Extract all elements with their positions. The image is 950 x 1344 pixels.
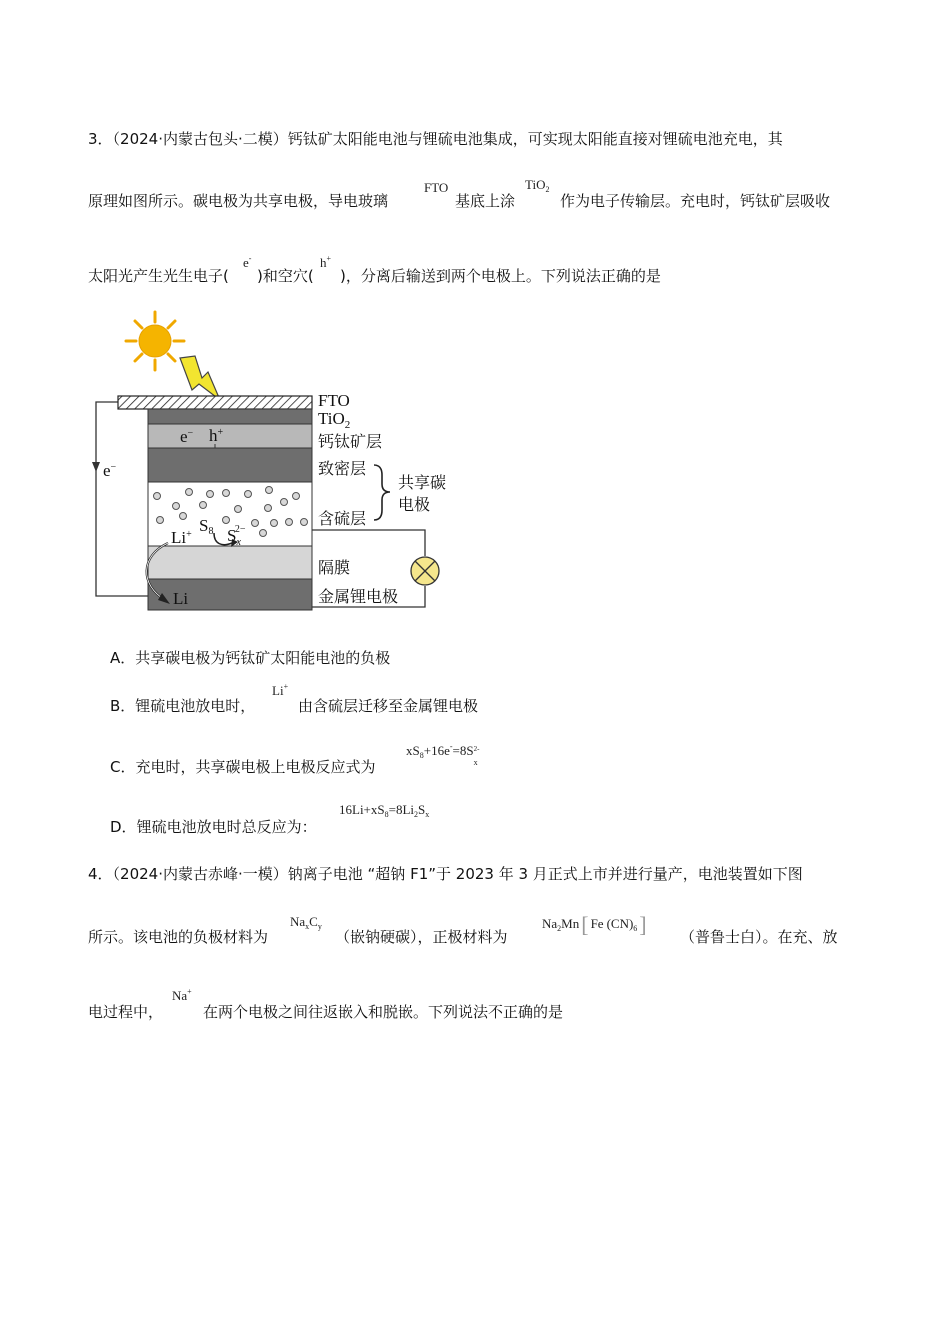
q3-source: （2024·内蒙古包头·二模） [112, 130, 288, 148]
q4-neg-f1-sub: x [305, 922, 310, 931]
battery-diagram [0, 0, 950, 640]
q3-tio2-text: TiO [525, 177, 546, 192]
q4-pos-f4-sub: 6 [633, 924, 638, 933]
dense-layer [148, 448, 312, 482]
label-sx-sub: x [236, 537, 241, 548]
q4-line1 [88, 863, 803, 884]
separator-layer [148, 546, 312, 579]
label-li-ion-sup: + [186, 529, 192, 540]
q4-line1-text: 钠离子电池 “超钠 F1”于 2023 年 3 月正式上市并进行量产，电池装置如下图 [287, 865, 803, 883]
option-a [110, 647, 390, 668]
q3-e-text: e [243, 255, 249, 270]
q3-line3-c: )，分离后输送到两个电极上。下列说法正确的是 [340, 267, 661, 285]
q3-line3-b: )和空穴( [257, 267, 314, 285]
option-a-label: A． [110, 649, 136, 667]
option-c-f3-sup: 2- [473, 745, 480, 753]
wire-arrow-icon [92, 462, 100, 472]
label-dense: 致密层 [318, 459, 367, 478]
option-d-f3: S [418, 802, 426, 817]
label-shared-carbon-2: 电极 [398, 495, 431, 514]
option-c-label: C． [110, 758, 136, 776]
fto-layer [118, 396, 312, 409]
label-e-in-sup: − [187, 428, 194, 439]
option-d-f2: =8Li [388, 802, 415, 817]
label-tio2-text: TiO [318, 409, 345, 428]
q3-line2-c: 作为电子传输层。充电时，钙钛矿层吸收 [560, 192, 831, 210]
perovskite-layer [148, 424, 312, 448]
q4-neg-f1: Na [290, 914, 306, 929]
option-d-f2-sub: 2 [414, 810, 419, 819]
q4-line3-a: 电过程中， [88, 1003, 164, 1021]
q4-pos-f4: (CN) [606, 916, 634, 931]
q4-na-formula [172, 987, 192, 1004]
option-c-f3: =8S [452, 743, 474, 758]
q3-line2-a: 原理如图所示。碳电极为共享电极，导电玻璃 [88, 192, 389, 210]
option-b-formula-sup: + [283, 682, 289, 691]
q4-line2-b: （嵌钠硬碳），正极材料为 [335, 928, 508, 946]
q4-line2-c: （普鲁士白）。在充、放 [680, 928, 838, 946]
option-d-formula [339, 802, 429, 819]
q4-positive-formula: $Na_2Mn$[ Fe $(CN)_6$] [542, 912, 647, 937]
tio2-layer [148, 409, 312, 424]
q3-e-sup: - [248, 254, 252, 263]
q4-na-sup: + [187, 987, 192, 996]
option-b-formula-text: Li [272, 683, 284, 698]
option-c-f3-sub: x [473, 758, 478, 767]
brace [374, 465, 390, 520]
label-shared-carbon-1: 共享碳 [398, 473, 447, 492]
label-h-in-text: h [209, 426, 218, 445]
q4-source: （2024·内蒙古赤峰·一模） [112, 865, 288, 883]
sun-icon [126, 312, 184, 370]
q3-line2-b: 基底上涂 [455, 192, 516, 210]
label-s8-sub: 8 [208, 526, 214, 537]
q4-line2-a: 所示。该电池的负极材料为 [88, 928, 269, 946]
label-e-wire [103, 461, 117, 480]
lamp-icon [411, 557, 439, 585]
q4-pos-f1-sub: 2 [557, 924, 562, 933]
label-sx-sup: 2− [234, 524, 246, 535]
q4-line3-b: 在两个电极之间往返嵌入和脱嵌。下列说法不正确的是 [203, 1003, 564, 1021]
option-b-label: B． [110, 697, 136, 715]
option-c-text-a: 充电时，共享碳电极上电极反应式为 [135, 758, 376, 776]
label-sulfur: 含硫层 [318, 509, 367, 528]
label-fto: FTO [318, 391, 350, 410]
option-c-f2-sup: - [449, 742, 453, 751]
q4-pos-f3: Fe [590, 916, 604, 931]
label-h-in-sup: + [217, 427, 224, 438]
left-wire [96, 402, 148, 596]
q4-pos-f1: Na [542, 916, 558, 931]
q4-negative-formula [290, 914, 322, 931]
q3-h-text: h [320, 255, 327, 270]
option-c-f1-sub: 8 [419, 751, 424, 760]
q3-line3-a: 太阳光产生光生电子( [88, 267, 229, 285]
option-c-f2: +16e [423, 743, 450, 758]
label-s8-text: S [199, 516, 209, 535]
q4-neg-f2-sub: y [317, 922, 322, 931]
option-c [110, 756, 376, 777]
label-li-metal: 金属锂电极 [318, 587, 399, 606]
option-d-label: D． [110, 818, 137, 836]
label-separator: 隔膜 [318, 558, 351, 577]
option-d-f3-sub: x [425, 810, 430, 819]
q3-h-sup: + [326, 254, 332, 263]
option-d-text-a: 锂硫电池放电时总反应为： [136, 818, 317, 836]
option-b [110, 695, 255, 716]
label-e-wire-sup: − [110, 462, 117, 473]
label-tio2 [318, 409, 350, 431]
q3-number: 3． [88, 130, 113, 148]
label-e-in-text: e [180, 427, 188, 446]
label-li-bottom: Li [173, 589, 189, 608]
q4-number: 4． [88, 865, 113, 883]
option-d-f1-sub: 8 [384, 810, 389, 819]
option-d [110, 816, 317, 837]
option-c-f1: xS [406, 743, 420, 758]
q4-pos-f2: Mn [561, 916, 580, 931]
option-b-text-a: 锂硫电池放电时， [135, 697, 256, 715]
option-d-f1: 16Li+xS [339, 802, 385, 817]
option-a-text: 共享碳电极为钙钛矿太阳能电池的负极 [135, 649, 391, 667]
q4-neg-f2: C [309, 914, 318, 929]
lightning-icon [180, 356, 220, 400]
q3-tio2-sub: 2 [545, 185, 550, 194]
label-li-ion-text: Li [171, 528, 187, 547]
q4-na-text: Na [172, 988, 188, 1003]
label-tio2-sub: 2 [344, 419, 351, 431]
q3-line1-text: 钙钛矿太阳能电池与锂硫电池集成，可实现太阳能直接对锂硫电池充电，其 [287, 130, 783, 148]
label-sx-text: S [227, 526, 237, 545]
right-wire [312, 530, 425, 556]
q3-fto-formula: FTO [424, 180, 449, 195]
option-b-formula [272, 682, 288, 699]
label-perovskite: 钙钛矿层 [318, 432, 383, 451]
option-c-formula [406, 742, 482, 767]
label-e-wire-text: e [103, 461, 111, 480]
option-b-text-b: 由含硫层迁移至金属锂电极 [298, 697, 479, 715]
